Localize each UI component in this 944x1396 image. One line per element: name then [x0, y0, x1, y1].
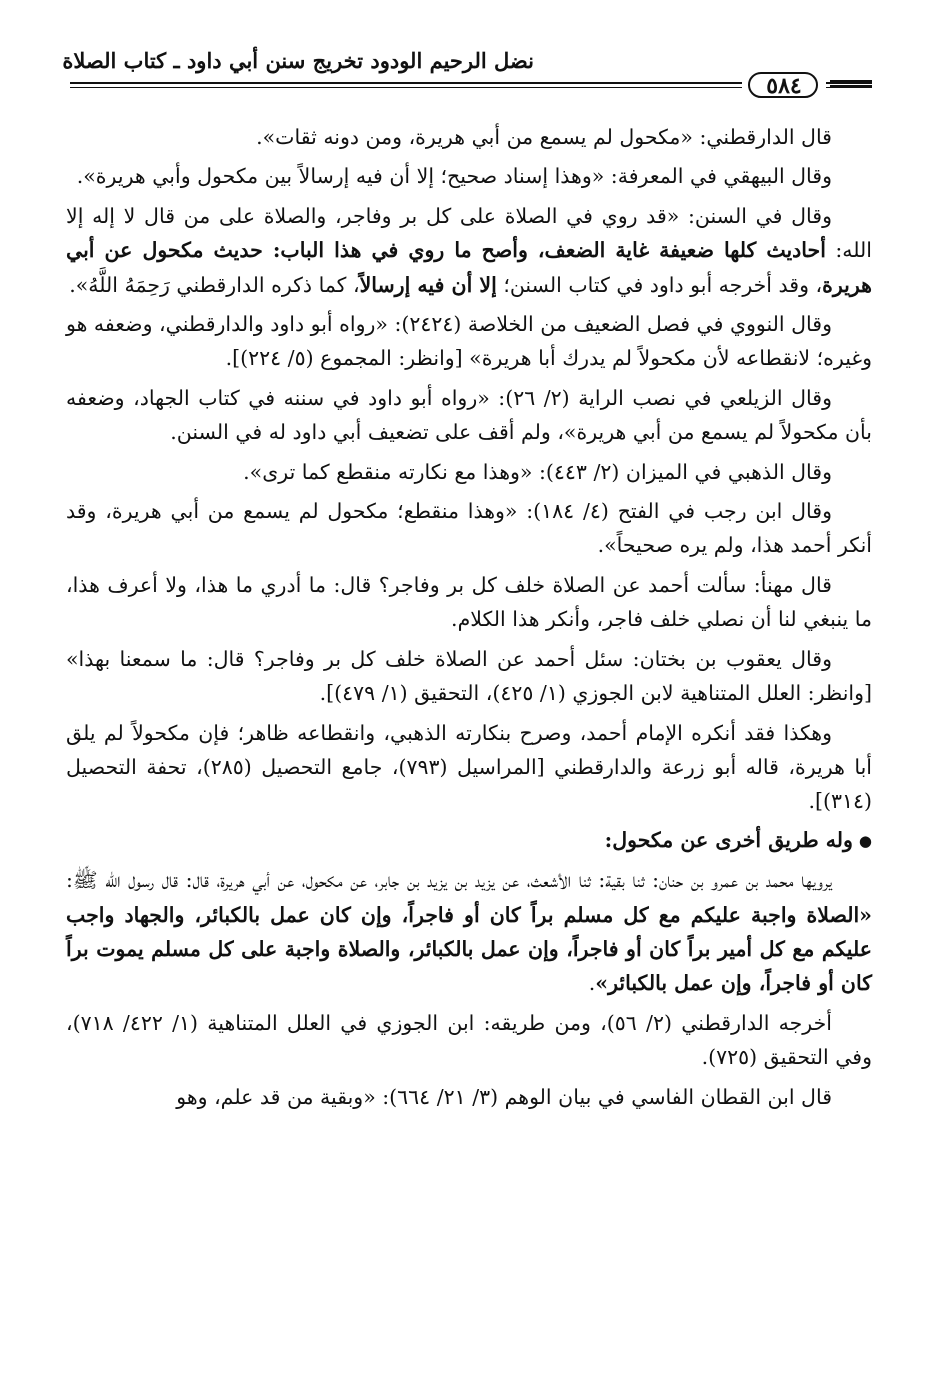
text-run: وهكذا فقد أنكره الإمام أحمد، وصرح بنكارته الذهبي، وانقطاعه ظاهر؛ فإن مكحولاً لم يلق أبا هريرة، قاله أبو زرعة والدارقطني [المراسيل (٧٩٣)، جامع التحصيل (٢٨٥)، تحفة التحصيل (٣١٤)].	[66, 720, 873, 814]
section-subheading	[66, 823, 872, 858]
bold-text-run: وله طريق أخرى عن مكحول:	[604, 827, 853, 852]
paragraph	[66, 159, 872, 193]
bold-text-run: «الصلاة واجبة عليكم مع كل مسلم براً كان أو فاجراً، وإن كان عمل بالكبائر، والجهاد واجب عليكم مع كل أمير براً كان أو فاجراً، وإن عمل بالكبائر، والصلاة واجبة على كل مسلم يموت براً كان أو فاجراً، وإن عمل بالكبائر»	[66, 902, 872, 996]
text-run: وقال النووي في فصل الضعيف من الخلاصة (٢٤٢٤): «رواه أبو داود والدارقطني، وضعفه هو وغيره؛ لانقطاعه لأن مكحولاً لم يدرك أبا هريرة» [وانظر: المجموع (٥/ ٢٢٤)].	[66, 312, 872, 371]
paragraph	[66, 642, 872, 711]
paragraph	[66, 716, 872, 819]
text-run: وقال في السنن: «قد روي في الصلاة على كل بر وفاجر، والصلاة على من قال لا إله إلا الله:	[66, 203, 872, 263]
text-run: قال ابن القطان الفاسي في بيان الوهم (٣/ ٢١/ ٦٦٤): «وبقية من قد علم، وهو	[176, 1084, 832, 1109]
paragraph	[66, 1080, 872, 1114]
bold-text-run: إلا أن فيه إرسالاً	[359, 272, 497, 297]
text-run: أخرجه الدارقطني (٢/ ٥٦)، ومن طريقه: ابن الجوزي في العلل المتناهية (١/ ٤٢٢/ ٧١٨)، وفي التحقيق (٧٢٥).	[66, 1010, 872, 1070]
text-run: ، كما ذكره الدارقطني رَحِمَهُ اللَّهُ».	[69, 272, 360, 297]
text-run: يرويها محمد بن عمرو بن حنان: ثنا بقية: ثنا الأشعث، عن يزيد بن يزيد بن جابر، عن مكحول، عن أبي هريرة، قال: قال رسول الله ﷺ:	[66, 868, 832, 893]
paragraph	[66, 1006, 872, 1075]
running-header-title: نضل الرحيم الودود تخريج سنن أبي داود ـ كتاب الصلاة	[62, 48, 534, 73]
text-run: وقال الزيلعي في نصب الراية (٢/ ٢٦): «رواه أبو داود في سننه في كتاب الجهاد، وضعفه بأن مكحولاً لم يسمع من أبي هريرة»، ولم أقف على تضعيف أبي داود له في السنن.	[66, 385, 872, 445]
text-run: وقال ابن رجب في الفتح (٤/ ١٨٤): «وهذا منقطع؛ مكحول لم يسمع من أبي هريرة، وقد أنكر أحمد هذا، ولم يره صحيحاً».	[66, 499, 872, 558]
text-run: .	[588, 971, 596, 996]
paragraph	[66, 381, 872, 450]
paragraph	[66, 494, 872, 563]
page-number: ٥٨٤	[766, 73, 802, 99]
paragraph	[66, 568, 872, 637]
text-run: قال الدارقطني: «مكحول لم يسمع من أبي هريرة، ومن دونه ثقات».	[256, 125, 832, 149]
page-number-ornament	[830, 80, 872, 90]
paragraph	[66, 307, 872, 376]
page-number-badge	[742, 68, 826, 104]
bullet-circle-icon: ●	[858, 831, 872, 850]
text-run: قال مهنأ: سألت أحمد عن الصلاة خلف كل بر وفاجر؟ قال: ما أدري ما هذا، ولا أعرف هذا، ما ينبغي لنا أن نصلي خلف فاجر، وأنكر هذا الكلام.	[66, 572, 872, 632]
paragraph	[66, 120, 872, 154]
bold-text-run: أحاديث كلها ضعيفة غاية الضعف، وأصح ما روي في هذا الباب: حديث مكحول عن أبي هريرة	[66, 238, 872, 297]
body-text	[66, 120, 872, 1114]
paragraph	[66, 199, 872, 302]
paragraph	[66, 863, 872, 1001]
text-run: وقال يعقوب بن بختان: سئل أحمد عن الصلاة خلف كل بر وفاجر؟ قال: ما سمعنا بهذا» [وانظر: العلل المتناهية لابن الجوزي (١/ ٤٢٥)، التحقيق (١/ ٤٧٩)].	[66, 646, 872, 706]
text-run: ، وقد أخرجه أبو داود في كتاب السنن؛	[496, 272, 823, 297]
paragraph	[66, 455, 872, 489]
text-run: وقال البيهقي في المعرفة: «وهذا إسناد صحيح؛ إلا أن فيه إرسالاً بين مكحول وأبي هريرة».	[76, 164, 832, 189]
text-run: وقال الذهبي في الميزان (٢/ ٤٤٣): «وهذا مع نكارته منقطع كما ترى».	[243, 459, 832, 484]
